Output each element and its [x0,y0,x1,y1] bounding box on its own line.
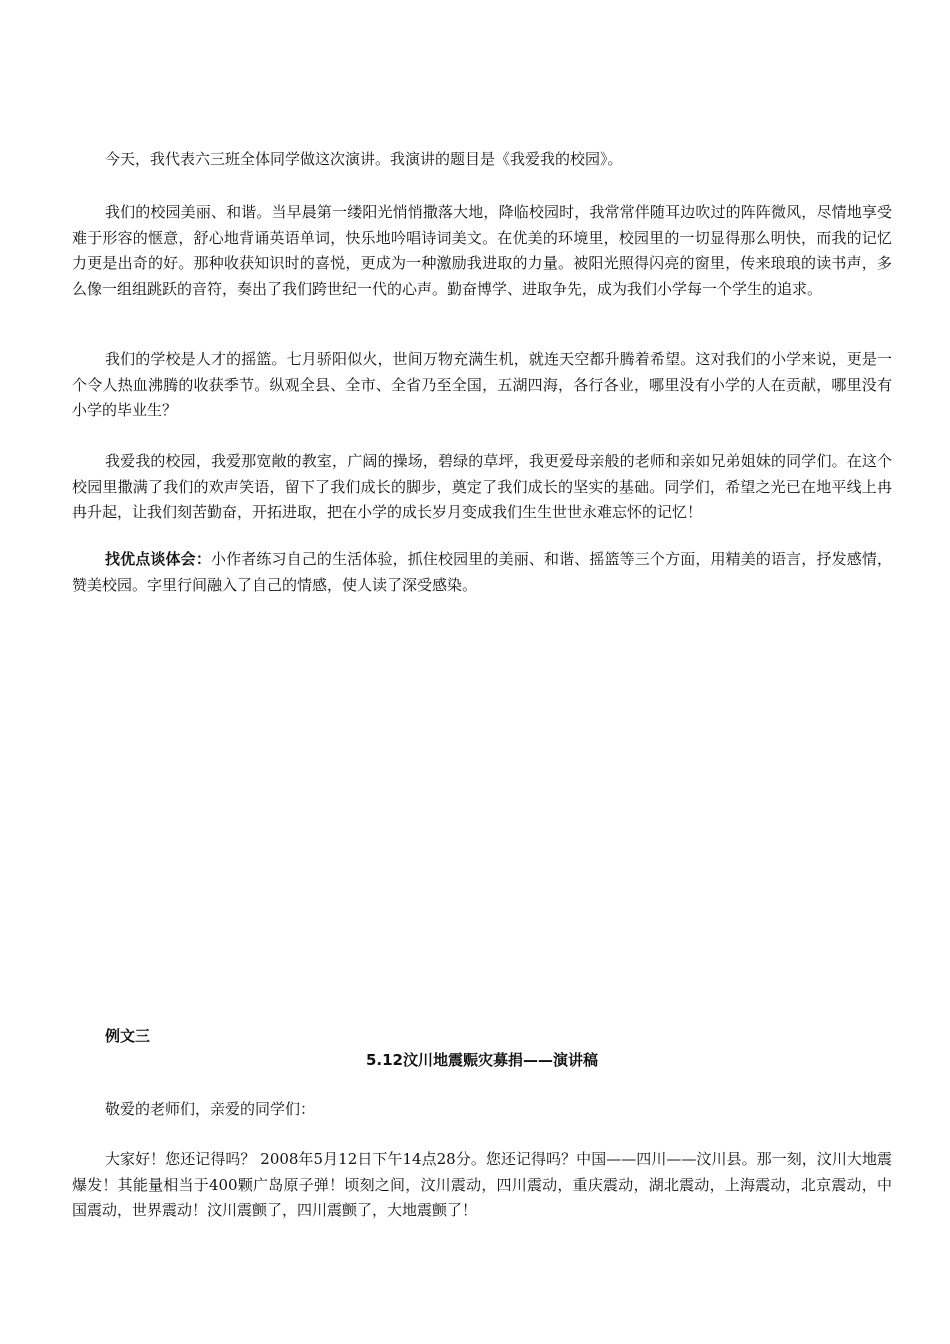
greeting: 敬爱的老师们，亲爱的同学们： [105,1100,316,1118]
paragraph-intro: 今天，我代表六三班全体同学做这次演讲。我演讲的题目是《我爱我的校园》。 [105,150,623,168]
paragraph-earthquake: 大家好！您还记得吗？ 2008年5月12日下午14点28分。您还记得吗？中国——四川——汶川县。那一刻，汶川大地震爆发！其能量相当于400颗广岛原子弹！顷刻之间，汶川震动，四川震动，重庆震动，湖北震动，上海震动，北京震动，中国震动，世界震动！汶川震颤了，四川震颤了，大地震颤了！ [72,1150,892,1219]
speech-title: 5.12汶川地震赈灾募捐——演讲稿 [365,1051,598,1069]
paragraph-campus-beauty: 我们的校园美丽、和谐。当早晨第一缕阳光悄悄撒落大地，降临校园时，我常常伴随耳边吹过的阵阵微风，尽情地享受难于形容的惬意，舒心地背诵英语单词，快乐地吟唱诗词美文。在优美的环境里，校园里的一切显得那么明快，而我的记忆力更是出奇的好。那种收获知识时的喜悦，更成为一种激励我进取的力量。被阳光照得闪亮的窗里，传来琅琅的读书声，多么像一组组跳跃的音符，奏出了我们跨世纪一代的心声。勤奋博学、进取争先，成为我们小学每一个学生的追求。 [72,203,892,298]
example-three-label: 例文三 [105,1027,151,1045]
paragraph-comment [72,547,892,598]
paragraph-love-campus: 我爱我的校园，我爱那宽敞的教室，广阔的操场，碧绿的草坪，我更爱母亲般的老师和亲如兄弟姐妹的同学们。在这个校园里撒满了我们的欢声笑语，留下了我们成长的脚步，奠定了我们成长的坚实的基础。同学们，希望之光已在地平线上冉冉升起，让我们刻苦勤奋，开拓进取，把在小学的成长岁月变成我们生生世世永难忘怀的记忆！ [72,452,892,521]
comment-label: 找优点谈体会： [105,550,211,568]
paragraph-talent-cradle: 我们的学校是人才的摇篮。七月骄阳似火，世间万物充满生机，就连天空都升腾着希望。这对我们的小学来说，更是一个令人热血沸腾的收获季节。纵观全县、全市、全省乃至全国，五湖四海，各行各业，哪里没有小学的人在贡献，哪里没有小学的毕业生？ [72,350,892,419]
comment-text: 小作者练习自己的生活体验，抓住校园里的美丽、和谐、摇篮等三个方面，用精美的语言，抒发感情，赞美校园。字里行间融入了自己的情感，使人读了深受感染。 [72,550,892,594]
